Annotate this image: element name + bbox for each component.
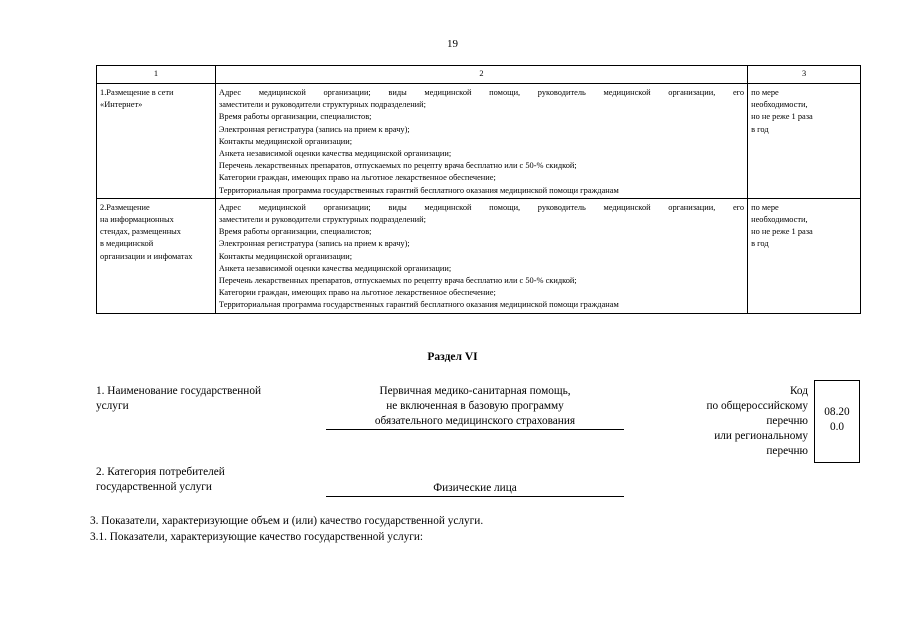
update-frequency-cell <box>748 198 861 313</box>
cell-line: но не реже 1 раза <box>751 112 813 122</box>
cell-line: 1.Размещение в сети <box>100 88 174 97</box>
cell-line: Перечень лекарственных препаратов, отпускаемых по рецепту врача бесплатно или с 50-% скидкой; <box>218 161 577 171</box>
label-line: услуги <box>96 400 129 412</box>
code-value-line: 0.0 <box>829 421 845 433</box>
cell-line: в медицинской <box>100 239 154 249</box>
cell-line: Контакты медицинской организации; <box>218 251 353 261</box>
section-title: Раздел VI <box>427 351 478 363</box>
update-frequency-cell <box>748 84 861 199</box>
label-line: перечню <box>766 415 808 427</box>
placement-method-cell <box>97 84 216 199</box>
header-col-1: 1 <box>97 66 216 84</box>
cell-line: в год <box>751 239 769 249</box>
category-value: Физические лица <box>326 481 624 497</box>
cell-line: Адрес медицинской организации; виды медицинской помощи, руководитель медицинской организации, его <box>218 88 745 97</box>
category-label <box>96 465 225 495</box>
cell-line: Контакты медицинской организации; <box>218 136 353 146</box>
quality-indicators-heading: 3.1. Показатели, характеризующие качество государственной услуги: <box>90 531 424 543</box>
cell-line: в год <box>751 124 769 134</box>
value-line: Первичная медико-санитарная помощь, <box>379 385 571 397</box>
cell-line: Перечень лекарственных препаратов, отпускаемых по рецепту врача бесплатно или с 50-% скидкой; <box>218 276 577 286</box>
header-col-2: 2 <box>215 66 747 84</box>
cell-line: Категории граждан, имеющих право на льготное лекарственное обеспечение; <box>218 173 496 183</box>
indicators-heading: 3. Показатели, характеризующие объем и (или) качество государственной услуги. <box>90 515 484 527</box>
label-line: государственной услуги <box>96 481 212 493</box>
label-line: по общероссийскому <box>706 400 808 412</box>
cell-line: на информационных <box>100 215 174 225</box>
cell-line: Время работы организации, специалистов; <box>218 227 372 237</box>
table-row <box>97 84 861 199</box>
cell-line: необходимости, <box>751 215 808 225</box>
label-line: Код <box>789 385 808 397</box>
cell-line: «Интернет» <box>100 100 143 110</box>
cell-line: заместители и руководители структурных подразделений; <box>218 100 426 110</box>
cell-line: Территориальная программа государственных гарантий бесплатного оказания медицинской помощи гражданам <box>218 185 619 195</box>
information-content-cell <box>215 198 747 313</box>
service-name-label <box>96 384 261 414</box>
cell-line: по мере <box>751 202 779 212</box>
cell-line: необходимости, <box>751 100 808 110</box>
cell-line: Электронная регистратура (запись на прием к врачу); <box>218 124 410 134</box>
cell-line: стендах, размещенных <box>100 227 181 237</box>
cell-line: Территориальная программа государственных гарантий бесплатного оказания медицинской помощи гражданам <box>218 300 619 310</box>
code-label <box>660 384 808 459</box>
service-name-value <box>326 384 624 430</box>
label-line: или региональному <box>714 430 808 442</box>
label-line: 1. Наименование государственной <box>96 385 262 397</box>
placement-method-cell <box>97 198 216 313</box>
header-col-3: 3 <box>748 66 861 84</box>
cell-line: Анкета независимой оценки качества медицинской организации; <box>218 263 452 273</box>
cell-line: по мере <box>751 88 779 97</box>
value-line: не включенная в базовую программу <box>386 400 564 412</box>
cell-line: 2.Размещение <box>100 202 150 212</box>
cell-line: организации и инфоматах <box>100 251 193 261</box>
label-line: перечню <box>766 445 808 457</box>
label-line: 2. Категория потребителей <box>96 466 225 478</box>
table-row <box>97 198 861 313</box>
cell-line: Время работы организации, специалистов; <box>218 112 372 122</box>
information-content-cell <box>215 84 747 199</box>
code-box <box>814 380 860 463</box>
page-number: 19 <box>447 38 458 50</box>
cell-line: Категории граждан, имеющих право на льготное лекарственное обеспечение; <box>218 288 496 298</box>
code-value-line: 08.20 <box>824 406 850 418</box>
cell-line: но не реже 1 раза <box>751 227 813 237</box>
cell-line: заместители и руководители структурных подразделений; <box>218 215 426 225</box>
table-header-row <box>97 66 861 84</box>
cell-line: Адрес медицинской организации; виды медицинской помощи, руководитель медицинской организации, его <box>218 202 745 212</box>
cell-line: Электронная регистратура (запись на прием к врачу); <box>218 239 410 249</box>
value-line: обязательного медицинского страхования <box>326 414 624 430</box>
cell-line: Анкета независимой оценки качества медицинской организации; <box>218 149 452 159</box>
info-table <box>96 65 861 314</box>
